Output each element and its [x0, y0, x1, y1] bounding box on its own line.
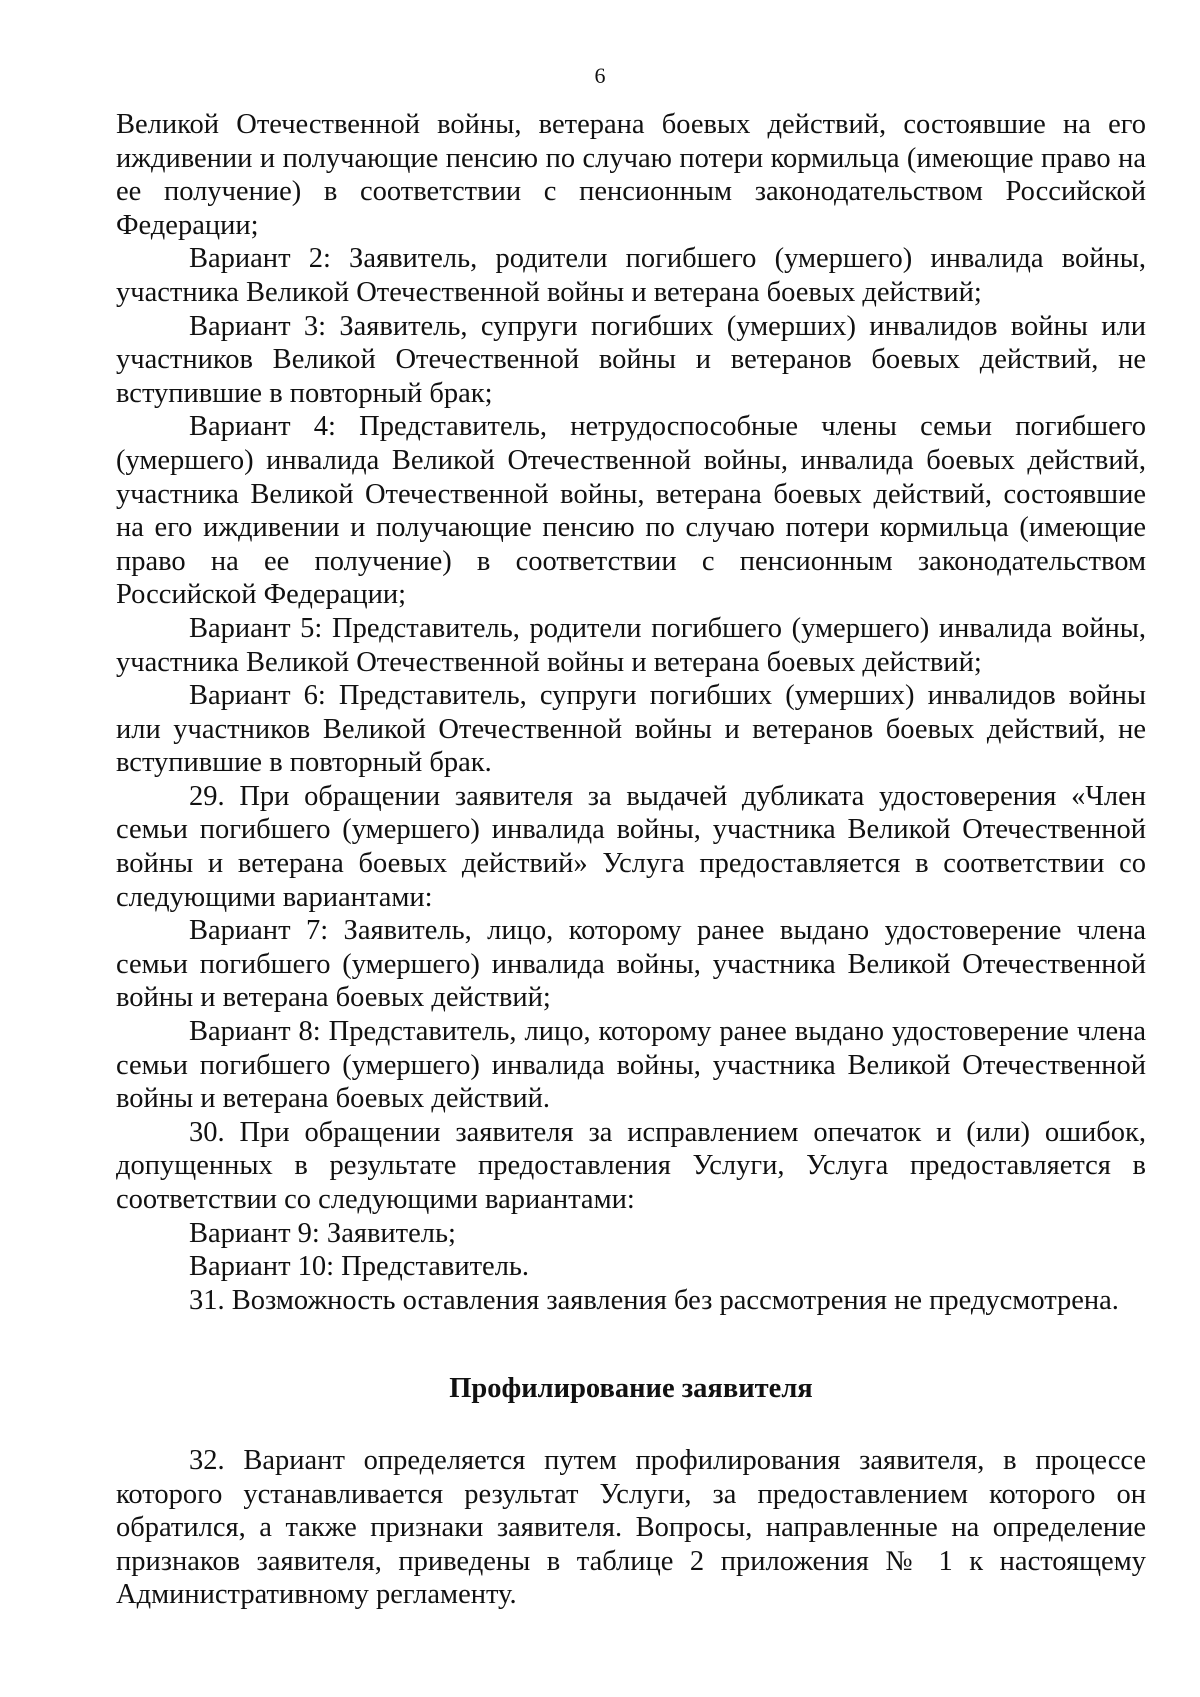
- paragraph-variant-8: Вариант 8: Представитель, лицо, которому ранее выдано удостоверение члена семьи погибшего (умершего) инвалида войны, участника Великой Отечественной войны и ветерана боевых действий.: [116, 1016, 1146, 1115]
- paragraph: Великой Отечественной войны, ветерана боевых действий, состоявшие на его иждивении и получающие пенсию по случаю потери кормильца (имеющие право на ее получение) в соответствии с пенсионным законодательством Российской Федерации;: [116, 109, 1146, 241]
- paragraph-variant-6: Вариант 6: Представитель, супруги погибших (умерших) инвалидов войны или участников Великой Отечественной войны и ветеранов боевых действий, не вступившие в повторный брак.: [116, 680, 1146, 779]
- paragraph-variant-10: Вариант 10: Представитель.: [189, 1251, 530, 1283]
- paragraph-item-29: 29. При обращении заявителя за выдачей дубликата удостоверения «Член семьи погибшего (умершего) инвалида войны, участника Великой Отечественной войны и ветерана боевых действий» Услуга предоставляется в соответствии со следующими вариантами:: [116, 780, 1146, 913]
- paragraph-item-32: 32. Вариант определяется путем профилирования заявителя, в процессе которого устанавливается результат Услуги, за предоставлением которого он обратился, а также признаки заявителя. Вопросы, направленные на определение признаков заявителя, приведены в таблице 2 приложения № 1 к настоящему Административному регламенту.: [116, 1444, 1146, 1611]
- paragraph-variant-7: Вариант 7: Заявитель, лицо, которому ранее выдано удостоверение члена семьи погибшего (умершего) инвалида войны, участника Великой Отечественной войны и ветерана боевых действий;: [116, 915, 1146, 1014]
- paragraph-item-31: 31. Возможность оставления заявления без рассмотрения не предусмотрена.: [189, 1284, 1119, 1316]
- paragraph-variant-9: Вариант 9: Заявитель;: [189, 1217, 456, 1249]
- document-body: [116, 108, 1146, 1612]
- spacer: [116, 1406, 1146, 1444]
- paragraph-variant-3: Вариант 3: Заявитель, супруги погибших (умерших) инвалидов войны или участников Великой Отечественной войны и ветеранов боевых действий, не вступившие в повторный брак;: [116, 310, 1146, 409]
- spacer: [116, 1317, 1146, 1372]
- paragraph-variant-2: Вариант 2: Заявитель, родители погибшего (умершего) инвалида войны, участника Великой Отечественной войны и ветерана боевых действий;: [116, 243, 1146, 308]
- paragraph-variant-4: Вариант 4: Представитель, нетрудоспособные члены семьи погибшего (умершего) инвалида Великой Отечественной войны, инвалида боевых действий, участника Великой Отечественной войны, ветерана боевых действий, состоявшие на его иждивении и получающие пенсию по случаю потери кормильца (имеющие право на ее получение) в соответствии с пенсионным законодательством Российской Федерации;: [116, 411, 1146, 611]
- paragraph-variant-5: Вариант 5: Представитель, родители погибшего (умершего) инвалида войны, участника Великой Отечественной войны и ветерана боевых действий;: [116, 612, 1146, 678]
- section-heading: Профилирование заявителя: [449, 1373, 813, 1405]
- paragraph-item-30: 30. При обращении заявителя за исправлением опечаток и (или) ошибок, допущенных в результате предоставления Услуги, Услуга предоставляется в соответствии со следующими вариантами:: [116, 1116, 1146, 1215]
- page-number: 6: [594, 63, 606, 88]
